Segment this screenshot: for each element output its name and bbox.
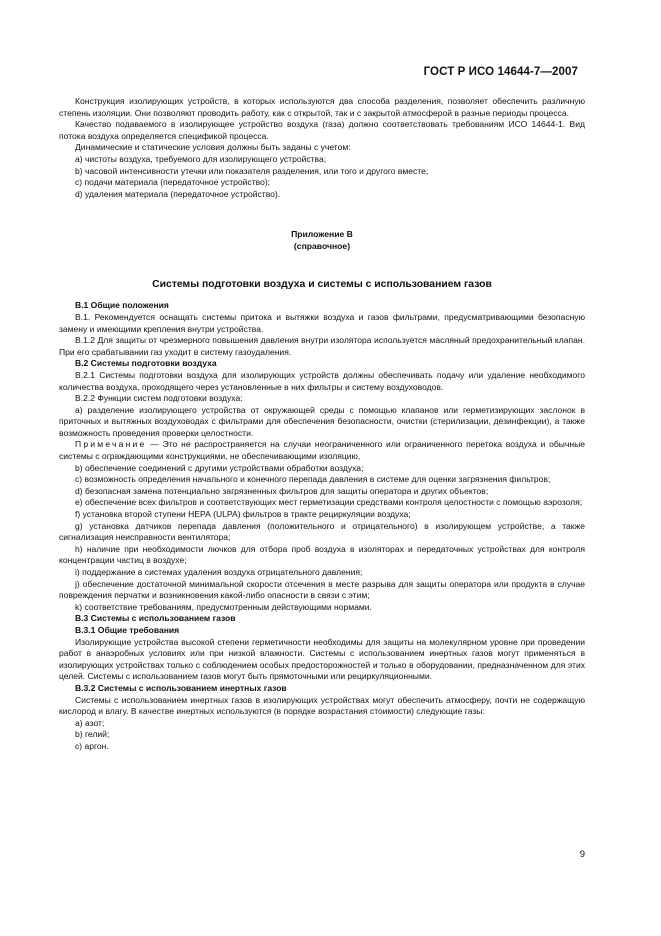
list-item-b2: c) возможность определения начального и конечного перепада давления в системе для оценки загрязнения фильтров; — [75, 474, 551, 485]
annex-title-block — [59, 278, 585, 291]
list-item-b2: j) обеспечение достаточной минимальной скорости отсечения в месте разрыва для защиты оператора или продукта в случае повреждения перчатки и возникновения какой-либо опасности в связи с этим; — [59, 578, 585, 601]
intro-list-item: d) удаления материала (передаточное устройство). — [75, 188, 281, 199]
list-item-b2-a: a) разделение изолирующего устройства от окружающей среды с помощью клапанов или герметизирующих заслонок в приточных и вытяжных воздуховодах с фильтрами для обеспечения безопасности, очистки (стерилизации, дезинфекции), а также возможность проведения проверки целостности. — [59, 404, 585, 438]
paragraph-b3-1: Изолирующие устройства высокой степени герметичности необходимы для защиты на молекулярном уровне при проведении работ в анаэробных условиях или при низкой влажности. Системы с использованием инертных газов могут применяться в изолирующих устройствах только с соблюдением особых предосторожностей и только в оборудовании, предназначенном для этих целей. Системы с использованием газов могут быть прямоточными или рециркуляционными. — [59, 636, 585, 682]
annex-kind: (справочное) — [293, 241, 351, 252]
list-item-b2: i) поддержание в системах удаления воздуха отрицательного давления; — [75, 567, 363, 577]
intro-list-item: a) чистоты воздуха, требуемого для изолирующего устройства; — [75, 153, 327, 164]
subsection-heading-b3-1: В.3.1 Общие требования — [75, 624, 180, 635]
annex-title: Системы подготовки воздуха и системы с использованием газов — [152, 279, 492, 291]
intro-paragraph: Качество подаваемого в изолирующее устройство воздуха (газа) должно соответствовать требованиям ИСО 14644-1. Вид потока воздуха определяется спецификой процесса. — [59, 119, 585, 141]
section-heading-b3: В.3 Системы с использованием газов — [75, 613, 236, 624]
list-item-b2: d) безопасная замена потенциально загрязненных фильтров для защиты оператора и других объектов; — [75, 485, 489, 496]
gas-list-item: a) азот; — [75, 717, 105, 728]
section-heading-b1: В.1 Общие положения — [75, 300, 169, 311]
page-number: 9 — [579, 849, 585, 860]
note-paragraph — [59, 439, 585, 462]
list-item-b2: h) наличие при необходимости лючков для отбора проб воздуха в изоляторах и передаточных устройствах для контроля концентрации частиц в воздухе; — [59, 543, 585, 566]
annex-heading — [59, 228, 585, 252]
list-item-b2: e) обеспечение всех фильтров и соответствующих мест герметизации средствами контроля целостности с помощью аэрозоля; — [75, 497, 583, 508]
section-heading-b2: В.2 Системы подготовки воздуха — [75, 358, 217, 369]
annex-label: Приложение В — [291, 229, 353, 240]
note-text: — Это не распространяется на случаи неограниченного или ограниченного перетока воздуха и обычные системы с ограждающими конструкциями, не обеспечивающими изоляцию, — [59, 439, 585, 462]
intro-list-item: c) подачи материала (передаточное устройство); — [75, 177, 271, 188]
list-item-b2: b) обеспечение соединений с другими устройствами обработки воздуха; — [75, 462, 364, 473]
intro-list-item: b) часовой интенсивности утечки или показателя разделения, или того и другого вместе; — [75, 165, 429, 176]
paragraph-b2-1: В.2.1 Системы подготовки воздуха для изолирующих устройств должны обеспечивать подачу или удаление необходимого количества воздуха, проходящего через установленные в них фильтры и систему воздуховодов. — [59, 369, 585, 392]
intro-paragraph: Динамические и статические условия должны быть заданы с учетом: — [75, 142, 351, 153]
list-item-b2: k) соответствие требованиям, предусмотренным действующими нормами. — [75, 601, 372, 612]
paragraph-b3-2: Системы с использованием инертных газов в изолирующих устройствах могут обеспечить атмосферу, почти не содержащую кислород и влагу. В качестве инертных используются (в порядке возрастания стоимости) следующие газы: — [59, 694, 585, 717]
gas-list-item: c) аргон. — [75, 740, 109, 751]
document-body — [59, 96, 585, 753]
subsection-heading-b3-2: В.3.2 Системы с использованием инертных газов — [75, 682, 287, 693]
document-header: ГОСТ Р ИСО 14644-7—2007 — [423, 66, 578, 78]
intro-paragraph: Конструкция изолирующих устройств, в которых используются два способа разделения, позволяет обеспечить различную степень изоляции. Они позволяют проводить работу, как с открытой, так и с закрытой атмосферой в разные периоды процесса. — [59, 96, 585, 118]
paragraph-b1-2: В.1.2 Для защиты от чрезмерного повышения давления внутри изолятора используется масляный предохранительный клапан. При его срабатывании газ уходит в систему газоудаления. — [59, 335, 585, 357]
gas-list-item: b) гелий; — [75, 729, 110, 740]
list-item-b2: f) установка второй ступени НЕРА (ULPA) фильтров в тракте рециркуляции воздуха; — [75, 509, 411, 520]
list-item-b2: g) установка датчиков перепада давления (положительного и отрицательного) в изолирующем устройстве, а также сигнализация неисправности вентилятора; — [59, 520, 585, 543]
paragraph-b2-2: В.2.2 Функции систем подготовки воздуха: — [75, 393, 243, 404]
paragraph-b1-1: В.1. Рекомендуется оснащать системы притока и вытяжки воздуха и газов фильтрами, предусматривающими безопасную замену и имеющими крепления внутри устройства. — [59, 311, 585, 334]
note-label: Примечание — [75, 439, 147, 450]
